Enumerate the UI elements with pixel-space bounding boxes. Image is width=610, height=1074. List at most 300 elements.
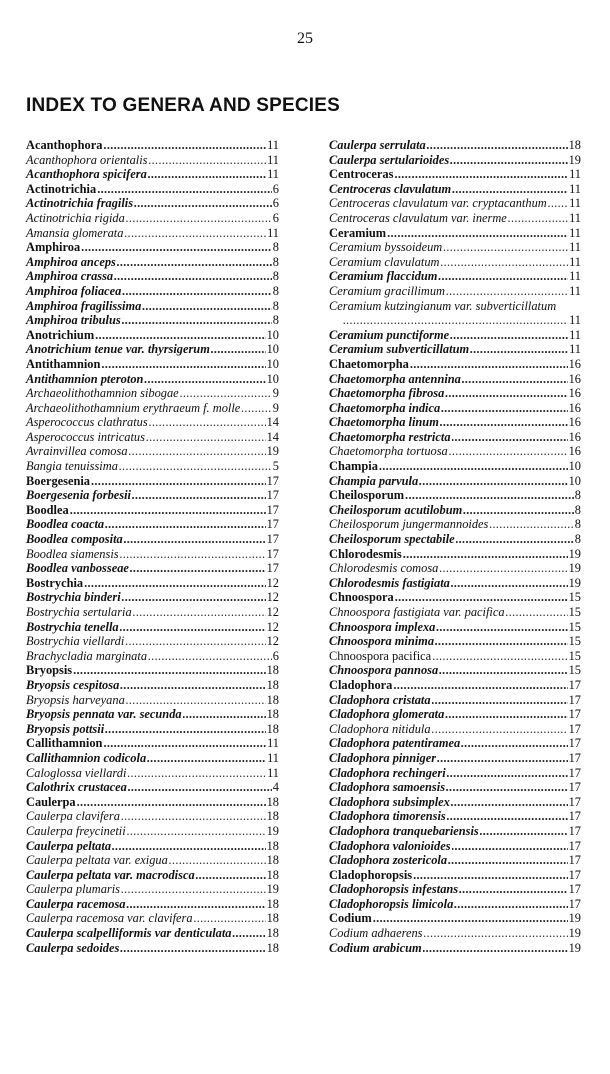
- index-entry: [329, 386, 581, 401]
- entry-name: Boodlea coacta: [26, 517, 105, 532]
- dot-leader: [387, 226, 568, 241]
- entry-name: Amphiroa fragilissima: [26, 298, 142, 313]
- entry-name: Caulerpa sertularioides: [329, 152, 450, 167]
- entry-name: Caulerpa sedoides: [26, 940, 120, 955]
- entry-name: Amphiroa foliacea: [26, 283, 122, 298]
- dot-leader: [448, 853, 568, 868]
- entry-page: 18: [266, 707, 279, 722]
- entry-name: Cladophora subsimplex: [329, 794, 450, 809]
- entry-name: Brachycladia marginata: [26, 648, 148, 663]
- dot-leader: [452, 839, 568, 854]
- dot-leader: [508, 211, 568, 226]
- index-entry: [26, 167, 279, 182]
- entry-page: 8: [272, 254, 279, 269]
- dot-leader: [427, 138, 568, 153]
- dot-leader: [144, 372, 265, 387]
- dot-leader: [124, 226, 266, 241]
- entry-page: 11: [267, 225, 279, 240]
- entry-name: Cladophora patentiramea: [329, 736, 461, 751]
- entry-name: Chnoospora implexa: [329, 619, 436, 634]
- index-entry: [26, 372, 279, 387]
- entry-name: Antithamnion pteroton: [26, 371, 144, 386]
- entry-name: Caulerpa plumaris: [26, 882, 120, 897]
- dot-leader: [128, 780, 272, 795]
- entry-name: Actinotrichia rigida: [26, 210, 125, 225]
- dot-leader: [440, 415, 568, 430]
- dot-leader: [446, 284, 568, 299]
- entry-name: Cladophoropsis: [329, 867, 413, 882]
- entry-page: 17: [568, 677, 581, 692]
- dot-leader: [121, 882, 266, 897]
- entry-name: Anotrichium: [26, 327, 95, 342]
- dot-leader: [343, 313, 568, 328]
- entry-name: Chnoospora: [329, 590, 394, 605]
- entry-page: 16: [568, 386, 581, 401]
- index-entry: [329, 517, 581, 532]
- entry-name: Cheilosporum jungermannoides: [329, 517, 489, 532]
- index-entry: [26, 590, 279, 605]
- entry-page: 19: [568, 911, 581, 926]
- entry-page: 17: [568, 823, 581, 838]
- index-entry: [26, 868, 279, 883]
- index-entry: [26, 882, 279, 897]
- dot-leader: [120, 620, 266, 635]
- index-entry: [329, 255, 581, 270]
- dot-leader: [445, 386, 567, 401]
- index-title: INDEX TO GENERA AND SPECIES: [26, 95, 341, 116]
- dot-leader: [124, 532, 266, 547]
- index-entry: [26, 663, 279, 678]
- dot-leader: [449, 444, 568, 459]
- entry-name: Ceramium byssoideum: [329, 240, 443, 255]
- index-entry: [329, 678, 581, 693]
- dot-leader: [437, 751, 568, 766]
- entry-page: 17: [568, 794, 581, 809]
- entry-name: Callithamnion: [26, 736, 103, 751]
- entry-page: 17: [266, 532, 279, 547]
- dot-leader: [130, 561, 266, 576]
- index-entry: [26, 911, 279, 926]
- entry-name: Caulerpa racemosa: [26, 896, 126, 911]
- entry-name: Caulerpa scalpelliformis var denticulata: [26, 926, 232, 941]
- index-entry: [329, 839, 581, 854]
- entry-name: Actinotrichia: [26, 181, 97, 196]
- entry-name: Ceramium clavulatum: [329, 254, 440, 269]
- dot-leader: [101, 357, 265, 372]
- dot-leader: [450, 153, 567, 168]
- dot-leader: [548, 196, 568, 211]
- entry-page: 11: [569, 327, 581, 342]
- index-entry: [329, 824, 581, 839]
- index-entry: [26, 780, 279, 795]
- dot-leader: [211, 342, 266, 357]
- entry-page: 12: [266, 619, 279, 634]
- page-number: 25: [297, 30, 313, 47]
- dot-leader: [410, 357, 568, 372]
- entry-name: Amphiroa crassa: [26, 269, 114, 284]
- index-entry: [26, 138, 279, 153]
- index-entry: [329, 415, 581, 430]
- dot-leader: [120, 678, 265, 693]
- dot-leader: [73, 663, 265, 678]
- entry-page: 18: [266, 838, 279, 853]
- index-entry: [329, 634, 581, 649]
- entry-name: Caulerpa peltata var. macrodisca: [26, 867, 195, 882]
- entry-page: 18: [266, 867, 279, 882]
- index-entry: [26, 240, 279, 255]
- entry-name: Ceramium gracillimum: [329, 283, 445, 298]
- index-entry: [329, 868, 581, 883]
- entry-name: Cladophora timorensis: [329, 809, 446, 824]
- dot-leader: [439, 663, 567, 678]
- index-entry: [329, 328, 581, 343]
- entry-page: 19: [266, 823, 279, 838]
- entry-page: 18: [266, 853, 279, 868]
- dot-leader: [393, 678, 567, 693]
- entry-page: 17: [568, 736, 581, 751]
- index-entry: [329, 532, 581, 547]
- dot-leader: [120, 941, 265, 956]
- entry-name: Amphiroa tribulus: [26, 313, 121, 328]
- index-entry: [329, 795, 581, 810]
- entry-page: 11: [569, 269, 581, 284]
- index-entry: [26, 328, 279, 343]
- entry-name: Cladophora: [329, 677, 393, 692]
- entry-name: Caulerpa peltata: [26, 838, 112, 853]
- entry-name: Cladophora cristata: [329, 692, 431, 707]
- entry-name: Cladophora zostericola: [329, 853, 448, 868]
- index-entry: [329, 357, 581, 372]
- index-entry: [329, 269, 581, 284]
- entry-name: Chnoospora minima: [329, 634, 435, 649]
- dot-leader: [379, 459, 568, 474]
- dot-leader: [423, 941, 568, 956]
- dot-leader: [459, 882, 568, 897]
- index-entry: [329, 240, 581, 255]
- entry-page: 17: [568, 780, 581, 795]
- index-entry: [26, 926, 279, 941]
- dot-leader: [432, 693, 568, 708]
- dot-leader: [470, 342, 568, 357]
- entry-page: 17: [266, 517, 279, 532]
- dot-leader: [95, 328, 265, 343]
- index-entry: [26, 503, 279, 518]
- entry-page: 15: [568, 619, 581, 634]
- entry-name: Bryopsis: [26, 663, 73, 678]
- entry-page: 11: [569, 225, 581, 240]
- index-entry: [329, 722, 581, 737]
- entry-page: 11: [267, 765, 279, 780]
- entry-name: Chlorodesmis: [329, 546, 402, 561]
- entry-page: 19: [266, 444, 279, 459]
- entry-name: Bangia tenuissima: [26, 459, 118, 474]
- index-entry: [26, 299, 279, 314]
- index-entry: [329, 153, 581, 168]
- entry-page: 15: [568, 648, 581, 663]
- index-entry: [26, 182, 279, 197]
- dot-leader: [403, 547, 568, 562]
- entry-page: 19: [568, 546, 581, 561]
- dot-leader: [122, 313, 272, 328]
- dot-leader: [142, 299, 271, 314]
- dot-leader: [149, 153, 267, 168]
- index-column-right: [329, 138, 581, 955]
- index-entry: [26, 226, 279, 241]
- entry-page: 8: [574, 502, 581, 517]
- entry-name: Ceramium kutzingianum var. subverticillatum: [329, 298, 557, 313]
- index-entry: [329, 693, 581, 708]
- index-entry: [26, 459, 279, 474]
- dot-leader: [117, 255, 272, 270]
- index-entry: [26, 809, 279, 824]
- dot-leader: [446, 780, 568, 795]
- entry-page: 18: [568, 138, 581, 152]
- entry-page: 17: [266, 502, 279, 517]
- entry-page: 12: [266, 575, 279, 590]
- entry-page: 11: [569, 313, 581, 328]
- index-entry: [329, 488, 581, 503]
- dot-leader: [232, 926, 265, 941]
- entry-name: Cheilosporum: [329, 488, 405, 503]
- dot-leader: [133, 605, 266, 620]
- dot-leader: [196, 868, 266, 883]
- entry-page: 11: [267, 138, 279, 152]
- dot-leader: [91, 474, 266, 489]
- dot-leader: [424, 926, 568, 941]
- index-entry: [329, 167, 581, 182]
- index-entry: [26, 386, 279, 401]
- index-entry: [26, 517, 279, 532]
- index-entry: [329, 211, 581, 226]
- index-entry: [329, 372, 581, 387]
- dot-leader: [122, 284, 271, 299]
- index-entry: [329, 182, 581, 197]
- dot-leader: [435, 634, 568, 649]
- entry-page: 8: [272, 269, 279, 284]
- entry-page: 10: [266, 327, 279, 342]
- dot-leader: [443, 240, 568, 255]
- entry-page: 17: [568, 838, 581, 853]
- entry-name: Cladophora nitidula: [329, 721, 431, 736]
- index-entry: [329, 284, 581, 299]
- entry-name: Bryopsis pennata var. secunda: [26, 707, 182, 722]
- entry-page: 10: [266, 371, 279, 386]
- dot-leader: [462, 372, 568, 387]
- entry-page: 6: [272, 181, 279, 196]
- index-entry: [26, 576, 279, 591]
- dot-leader: [81, 240, 272, 255]
- dot-leader: [489, 517, 573, 532]
- entry-page: 15: [568, 605, 581, 619]
- dot-leader: [456, 532, 574, 547]
- entry-page: 14: [266, 415, 279, 430]
- entry-page: 19: [568, 940, 581, 955]
- entry-page: 11: [569, 181, 581, 196]
- entry-page: 17: [266, 473, 279, 488]
- dot-leader: [119, 459, 272, 474]
- index-entry: [26, 605, 279, 620]
- dot-leader: [149, 415, 266, 430]
- entry-name: Champia parvula: [329, 473, 419, 488]
- entry-name: Centroceras clavulatum var. cryptacanthum: [329, 196, 547, 211]
- entry-name: Chaetomorpha restricta: [329, 429, 451, 444]
- entry-page: 18: [266, 663, 279, 678]
- dot-leader: [132, 488, 266, 503]
- dot-leader: [146, 430, 266, 445]
- entry-page: 19: [568, 575, 581, 590]
- dot-leader: [114, 269, 272, 284]
- entry-name: Chaetomorpha fibrosa: [329, 386, 445, 401]
- index-entry: [329, 590, 581, 605]
- index-entry: [329, 882, 581, 897]
- index-entry: [26, 620, 279, 635]
- entry-page: 6: [272, 196, 279, 211]
- entry-name: Cladophora pinniger: [329, 750, 437, 765]
- dot-leader: [438, 269, 568, 284]
- dot-leader: [84, 576, 265, 591]
- dot-leader: [419, 474, 567, 489]
- dot-leader: [97, 182, 272, 197]
- entry-page: 17: [568, 750, 581, 765]
- entry-page: 15: [568, 634, 581, 649]
- index-entry: [329, 926, 581, 941]
- index-entry: [26, 357, 279, 372]
- entry-page: 12: [266, 605, 279, 619]
- dot-leader: [147, 751, 266, 766]
- dot-leader: [463, 503, 574, 518]
- dot-leader: [451, 795, 568, 810]
- entry-name: Ceramium flaccidum: [329, 269, 438, 284]
- entry-name: Acanthophora: [26, 138, 103, 152]
- entry-name: Amphiroa: [26, 240, 81, 255]
- index-entry: [329, 707, 581, 722]
- index-entry: [26, 824, 279, 839]
- entry-name: Chaetomorpha tortuosa: [329, 444, 448, 459]
- entry-name: Boodlea: [26, 502, 69, 517]
- entry-page: 6: [272, 648, 279, 663]
- index-entry: [329, 342, 581, 357]
- dot-leader: [126, 693, 266, 708]
- dot-leader: [241, 401, 272, 416]
- entry-page: 16: [568, 444, 581, 459]
- entry-page: 17: [568, 882, 581, 897]
- entry-page: 16: [568, 400, 581, 415]
- entry-name: Boergesenia forbesii: [26, 488, 131, 503]
- entry-name: Ceramium punctiforme: [329, 327, 450, 342]
- entry-name: Centroceras clavulatum var. inerme: [329, 210, 507, 225]
- entry-page: 17: [266, 546, 279, 561]
- dot-leader: [441, 401, 567, 416]
- dot-leader: [183, 707, 266, 722]
- entry-name: Boodlea vanbosseae: [26, 561, 129, 576]
- entry-page: 8: [574, 488, 581, 503]
- dot-leader: [432, 649, 567, 664]
- entry-page: 19: [568, 152, 581, 167]
- entry-page: 19: [568, 926, 581, 941]
- entry-name: Bryopsis cespitosa: [26, 677, 120, 692]
- dot-leader: [180, 386, 272, 401]
- index-entry: [26, 853, 279, 868]
- entry-page: 18: [266, 794, 279, 809]
- entry-name: Codium adhaerens: [329, 926, 423, 941]
- entry-page: 10: [568, 459, 581, 474]
- entry-page: 17: [568, 896, 581, 911]
- entry-page: 18: [266, 926, 279, 941]
- index-entry: [26, 255, 279, 270]
- entry-page: 11: [569, 342, 581, 357]
- entry-name: Caulerpa clavifera: [26, 809, 120, 824]
- entry-page: 10: [568, 473, 581, 488]
- index-entry: [329, 780, 581, 795]
- dot-leader: [439, 561, 567, 576]
- index-entry: [329, 605, 581, 620]
- entry-name: Avrainvillea comosa: [26, 444, 128, 459]
- dot-leader: [432, 722, 568, 737]
- entry-page: 17: [568, 707, 581, 722]
- entry-page: 17: [568, 692, 581, 707]
- dot-leader: [506, 605, 568, 620]
- entry-page: 15: [568, 663, 581, 678]
- dot-leader: [445, 707, 567, 722]
- entry-page: 19: [568, 561, 581, 576]
- index-entry: [26, 342, 279, 357]
- index-entry: [26, 474, 279, 489]
- entry-page: 17: [266, 561, 279, 576]
- dot-leader: [447, 766, 568, 781]
- entry-page: 11: [267, 167, 279, 182]
- dot-leader: [451, 576, 568, 591]
- entry-name: Cladophoropsis limicola: [329, 896, 454, 911]
- entry-name: Bostrychia binderi: [26, 590, 121, 605]
- entry-name: Amphiroa anceps: [26, 254, 116, 269]
- entry-page: 11: [267, 736, 279, 751]
- index-entry: [329, 503, 581, 518]
- entry-page: 17: [266, 488, 279, 503]
- index-entry: [329, 809, 581, 824]
- entry-page: 18: [266, 721, 279, 736]
- index-entry: [26, 211, 279, 226]
- entry-page: 11: [267, 750, 279, 765]
- entry-name: Caulerpa freycinetii: [26, 823, 126, 838]
- entry-name: Chaetomorpha: [329, 356, 409, 371]
- index-entry: [26, 634, 279, 649]
- dot-leader: [436, 620, 567, 635]
- index-entry: [329, 736, 581, 751]
- dot-leader: [447, 809, 568, 824]
- entry-page: 18: [266, 692, 279, 707]
- entry-page: 18: [266, 911, 279, 926]
- entry-name: Antithamnion: [26, 356, 101, 371]
- index-entry: [26, 313, 279, 328]
- entry-name: Bostrychia tenella: [26, 619, 119, 634]
- entry-name: Callithamnion codicola: [26, 750, 147, 765]
- entry-page: 11: [569, 167, 581, 182]
- entry-name: Caloglossa viellardi: [26, 765, 127, 780]
- index-entry: [26, 153, 279, 168]
- entry-name: Asperococcus clathratus: [26, 415, 148, 430]
- entry-page: 8: [574, 517, 581, 532]
- entry-page: 8: [272, 283, 279, 298]
- index-entry: [26, 547, 279, 562]
- entry-page: 8: [272, 240, 279, 255]
- entry-page: 9: [272, 386, 279, 401]
- index-entry: [26, 736, 279, 751]
- entry-name: Chaetomorpha antennina: [329, 371, 461, 386]
- dot-leader: [395, 590, 568, 605]
- index-entry: [329, 620, 581, 635]
- entry-name: Boergesenia: [26, 473, 91, 488]
- entry-page: 17: [568, 721, 581, 736]
